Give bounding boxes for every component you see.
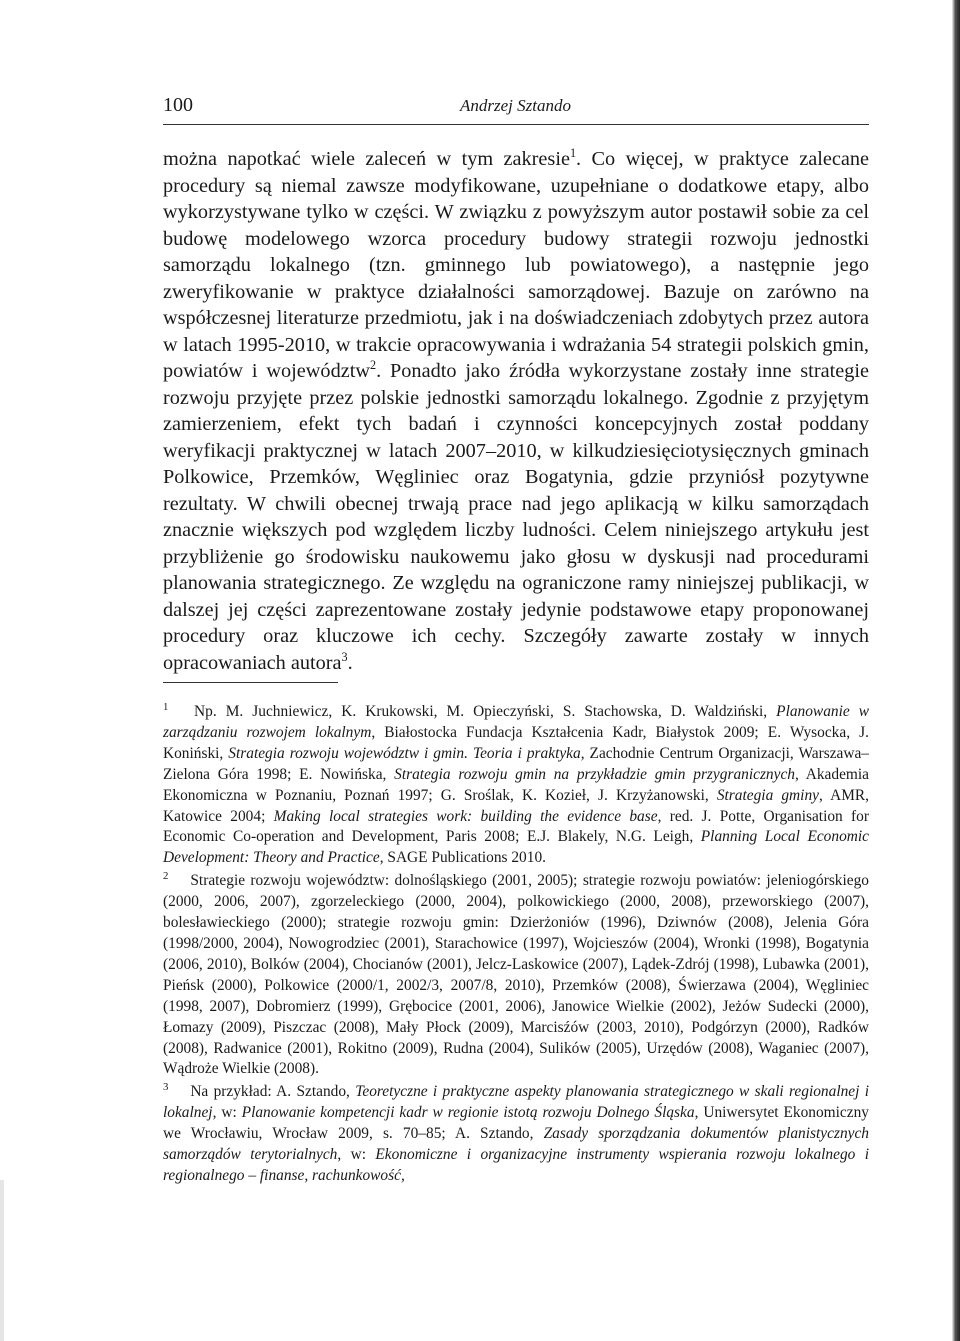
- main-paragraph: [163, 146, 869, 676]
- footnote-text: Na przykład: A. Sztando,: [185, 1083, 356, 1101]
- footnote-text: , Akademia Ekonomiczna w Poznaniu, Poznań 1997; G. Sroślak, K. Kozieł, J. Krzyżanowski,: [163, 765, 869, 804]
- footnote-text: Np. M. Juchniewicz, K. Krukowski, M. Opieczyński, S. Stachowska, D. Waldziński,: [185, 703, 777, 720]
- footnote-italic-title: Zasady sporządzania dokumentów planistycznych samorządów terytorialnych: [163, 1125, 869, 1164]
- footnote-italic-title: Planowanie kompetencji kadr w regionie istotą rozwoju Dolnego Śląska: [241, 1104, 695, 1122]
- footnote-ref: 2: [370, 358, 377, 373]
- footnote-text: , Białostocka Fundacja Kształcenia Kadr, Białystok 2009; E. Wysocka, J. Koniński,: [163, 723, 869, 762]
- footnote-text: , AMR, Katowice 2004;: [163, 786, 870, 825]
- footnote-ref: 3: [341, 649, 348, 664]
- body-text-segment: . Co więcej, w praktyce zalecane procedury są niemal zawsze modyfikowane, uzupełniane o dodatkowe etapy, albo wykorzystywane tylko w części. W związku z powyższym autor postawił sobie za cel budowę modelowego wzorca procedury budowy strategii rozwoju jednostki samorządu lokalnego (tzn. gminnego lub powiatowego), a następnie jego zweryfikowanie w praktyce działalności samorządowej. Bazuje on zarówno na współczesnej literaturze przedmiotu, jak i na doświadczeniach zdobytych przez autora w latach 1995-2010, w trakcie opracowywania i wdrażania 54 strategii polskich gmin, powiatów i województw: [163, 148, 869, 382]
- footnote-italic-title: Strategia gminy: [716, 786, 819, 804]
- page-header: [163, 94, 869, 125]
- scan-edge-right: [952, 0, 960, 1341]
- footnote-italic-title: Strategia rozwoju województw i gmin. Teoria i praktyka: [228, 744, 581, 762]
- body-text-segment: . Ponadto jako źródła wykorzystane zostały inne strategie rozwoju przyjęte przez polskie jednostki samorządu lokalnego. Zgodnie z przyjętym zamierzeniem, efekt tych badań i czynności koncepcyjnych został poddany weryfikacji praktycznej w latach 2007–2010, w kilkudziesięciotysięcznych gminach Polkowice, Przemków, Węgliniec oraz Bogatynia, gdzie przyniósł pozytywne rezultaty. W chwili obecnej trwają prace nad jego aplikacją w kilku samorządach znacznie większych pod względem liczby ludności. Celem niniejszego artykułu jest przybliżenie go środowisku naukowemu jako głosu w dyskusji nad procedurami planowania strategicznego. Ze względu na ograniczone ramy niniejszej publikacji, w dalszej jej części zaprezentowane zostały jedynie podstawowe etapy proponowanej procedury oraz kluczowe ich cechy. Szczegóły zawarte zostały w innych opracowaniach autora: [163, 360, 869, 674]
- footnote-separator: [163, 682, 338, 683]
- body-text-segment: .: [347, 651, 353, 674]
- footnote-text: Strategie rozwoju województw: dolnośląskiego (2001, 2005); strategie rozwoju powiatów: jeleniogórskiego (2000, 2006, 2007), zgorzeleckiego (2000, 2004), polkowickiego (2000, 2008), przeworskiego (2007), bolesławieckiego (2000); strategie rozwoju gmin: Dzierżoniów (1996), Dziwnów (2008), Jelenia Góra (1998/2000, 2004), Nowogrodziec (2001), Starachowice (1997), Wojcieszów (2004), Wronki (1998), Bogatynia (2006, 2010), Bolków (2004), Chocianów (2001), Jelcz-Laskowice (2007), Lądek-Zdrój (1998), Lubawka (2001), Pieńsk (2000), Polkowice (2000/1, 2002/3, 2007/8, 2010), Przemków (2008), Świerzawa (2004), Węgliniec (1998, 2007), Dobromierz (1999), Grębocice (2001, 2006), Janowice Wielkie (2002), Jeżów Sudecki (2000), Łomazy (2009), Piszczac (2008), Mały Płock (2009), Marcisźów (2003, 2010), Podgórzyn (2000), Radków (2008), Radwanice (2001), Rokitno (2009), Rudna (2004), Sulików (2005), Urzędów (2008), Waganiec (2007), Wądroże Wielkie (2008).: [163, 872, 869, 1078]
- footnote-text: , red. J. Potte, Organisation for Economic Co-operation and Development, Paris 2008; E.J. Blakely, N.G. Leigh,: [163, 807, 869, 846]
- footnote-3: 3 Na przykład: A. Sztando, Teoretyczne i praktyczne aspekty planowania strategicznego w skali regionalnej i lokalnej, w: Planowanie kompetencji kadr w regionie istotą rozwoju Dolnego Śląska, Uniwersytet Ekonomiczny we Wrocławiu, Wrocław 2009, s. 70–85; A. Sztando, Zasady sporządzania dokumentów planistycznych samorządów terytorialnych, w: Ekonomiczne i organizacyjne instrumenty wspierania rozwoju lokalnego i regionalnego – finanse, rachunkowość,: [163, 1081, 869, 1184]
- footnote-1: 1 Np. M. Juchniewicz, K. Krukowski, M. Opieczyński, S. Stachowska, D. Waldziński, Planowanie w zarządzaniu rozwojem lokalnym, Białostocka Fundacja Kształcenia Kadr, Białystok 2009; E. Wysocka, J. Koniński, Strategia rozwoju województw i gmin. Teoria i praktyka, Zachodnie Centrum Organizacji, Warszawa–Zielona Góra 1998; E. Nowińska, Strategia rozwoju gmin na przykładzie gmin przygranicznych, Akademia Ekonomiczna w Poznaniu, Poznań 1997; G. Sroślak, K. Kozieł, J. Krzyżanowski, Strategia gminy, AMR, Katowice 2004; Making local strategies work: building the evidence base, red. J. Potte, Organisation for Economic Co-operation and Development, Paris 2008; E.J. Blakely, N.G. Leigh, Planning Local Economic Development: Theory and Practice, SAGE Publications 2010.: [163, 700, 870, 867]
- footnote-text: , Zachodnie Centrum Organizacji, Warszawa–Zielona Góra 1998; E. Nowińska,: [163, 744, 869, 783]
- footnote-text: , SAGE Publications 2010.: [379, 849, 546, 867]
- footnote-ref: 1: [569, 146, 577, 161]
- page-number: 100: [163, 94, 193, 116]
- scan-edge-left: [0, 1180, 4, 1341]
- footnote-italic-title: Making local strategies work: building the evidence base: [273, 807, 658, 825]
- footnote-text: , w:: [212, 1104, 242, 1122]
- footnote-italic-title: Planowanie w zarządzaniu rozwojem lokalnym: [163, 703, 869, 741]
- footnote-italic-title: Strategia rozwoju gmin na przykładzie gmin przygranicznych: [394, 765, 795, 783]
- footnote-italic-title: Planning Local Economic Development: Theory and Practice: [163, 828, 869, 867]
- footnote-italic-title: Ekonomiczne i organizacyjne instrumenty wspierania rozwoju lokalnego i regionalnego – finanse, rachunkowość,: [163, 1146, 869, 1184]
- footnote-text: , Uniwersytet Ekonomiczny we Wrocławiu, Wrocław 2009, s. 70–85; A. Sztando,: [163, 1104, 869, 1143]
- footnotes: [163, 702, 869, 1189]
- body-text-segment: można napotkać wiele zaleceń w tym zakresie: [163, 148, 570, 170]
- footnote-italic-title: Teoretyczne i praktyczne aspekty planowania strategicznego w skali regionalnej i lokalnej: [163, 1083, 869, 1122]
- running-head: Andrzej Sztando: [460, 96, 571, 115]
- footnote-2: 2 Strategie rozwoju województw: dolnośląskiego (2001, 2005); strategie rozwoju powiatów: jeleniogórskiego (2000, 2006, 2007), zgorzeleckiego (2000, 2004), polkowickiego (2000, 2008), przeworskiego (2007), bolesławieckiego (2000); strategie rozwoju gmin: Dzierżoniów (1996), Dziwnów (2008), Jelenia Góra (1998/2000, 2004), Nowogrodziec (2001), Starachowice (1997), Wojcieszów (2004), Wronki (1998), Bogatynia (2006, 2010), Bolków (2004), Chocianów (2001), Jelcz-Laskowice (2007), Lądek-Zdrój (1998), Lubawka (2001), Pieńsk (2000), Polkowice (2000/1, 2002/3, 2007/8, 2010), Przemków (2008), Świerzawa (2004), Węgliniec (1998, 2007), Dobromierz (1999), Grębocice (2001, 2006), Janowice Wielkie (2002), Jeżów Sudecki (2000), Łomazy (2009), Piszczac (2008), Mały Płock (2009), Marcisźów (2003, 2010), Podgórzyn (2000), Radków (2008), Radwanice (2001), Rokitno (2009), Rudna (2004), Sulików (2005), Urzędów (2008), Waganiec (2007), Wądroże Wielkie (2008).: [163, 870, 869, 1078]
- footnote-text: , w:: [337, 1146, 376, 1164]
